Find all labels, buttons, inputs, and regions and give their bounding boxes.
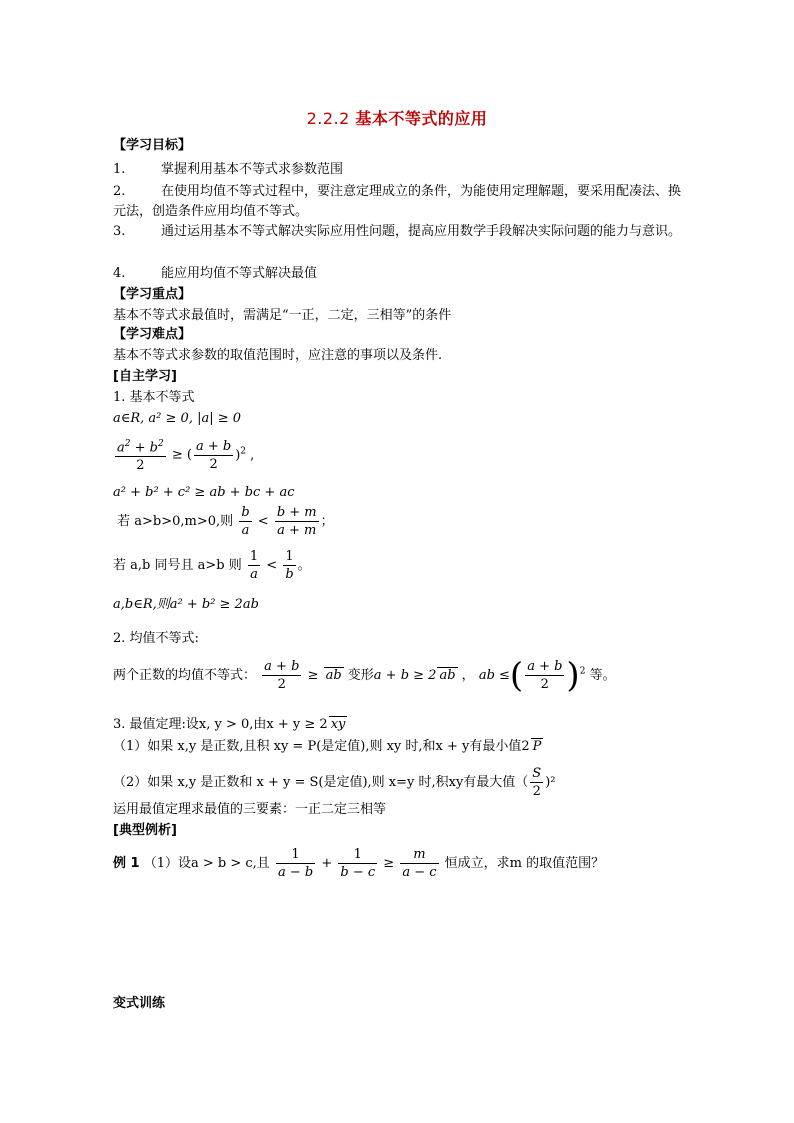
fraction: $\frac{m}{a - c}$: [402, 847, 437, 880]
goal-text: 掌握利用基本不等式求参数范围: [161, 162, 344, 177]
example-text: （1）设a > b > c,且: [143, 856, 270, 871]
section1-title: 1. 基本不等式: [113, 390, 195, 405]
difficulty-text: 基本不等式求参数的取值范围时，应注意的事项以及条件.: [113, 348, 443, 363]
fraction: $\frac{a + b}{2}$: [527, 659, 563, 692]
formula-part: ≥ (: [171, 447, 192, 463]
goal-text: 在使用均值不等式过程中，要注意定理成立的条件，为能使用定理解题，要采用配凑法、换元法，创造条件应用均值不等式。: [113, 184, 682, 219]
title-number: 2.2.2: [306, 109, 350, 128]
section2-title: 2. 均值不等式:: [113, 631, 199, 646]
goal-number: 3.: [113, 224, 126, 239]
theorem-text: （1）如果 x,y 是正数,且积 xy = P(是定值),则 xy 时,和x + y有最小值2: [113, 739, 530, 754]
goal-item: [113, 222, 688, 242]
goal-number: 2.: [113, 184, 126, 199]
fraction: $\frac{1}{a - b}$: [277, 847, 314, 880]
example-text: 恒成立，求m 的取值范围？: [444, 856, 605, 871]
goal-item: [113, 162, 343, 178]
fraction: $\frac{S}{2}$: [532, 766, 542, 799]
formula-condition: 若 a,b 同号且 a>b 则: [113, 558, 242, 573]
difficulty-heading: 【学习难点】: [113, 327, 192, 342]
focus-heading: 【学习重点】: [113, 287, 192, 302]
example-1: 例 1 （1）设a > b > c,且 $\frac{1}{a - b}$ + $\frac{1}{b - c}$ ≥ $\frac{m}{a - c}$ 恒成立，求m 的取值范围？: [113, 847, 605, 880]
fraction: $\frac{1}{b - c}$: [340, 847, 376, 880]
title-text: 基本不等式的应用: [355, 109, 488, 128]
page-title: [0, 106, 794, 129]
formula-label: 两个正数的均值不等式：: [113, 668, 257, 683]
example-label: 例 1: [113, 856, 140, 871]
formula-label: 等。: [589, 668, 616, 683]
fraction: $\frac{b + m}{a + m}$: [276, 505, 317, 538]
formula-three-squares: a² + b² + c² ≥ ab + bc + ac: [113, 485, 295, 500]
formula-square-nonneg: a∈R, a² ≥ 0, |a| ≥ 0: [113, 411, 242, 426]
example-heading: [典型例析]: [113, 823, 177, 838]
goal-item: [113, 266, 317, 282]
section3-title: 3. 最值定理:设x, y > 0,由x + y ≥ 2 xy: [113, 717, 346, 732]
formula-reciprocal: 若 a,b 同号且 a>b 则 $\frac{1}{a}$ < $\frac{1}{b}$ 。: [113, 549, 311, 582]
formula-mean-square: $\frac{a^2 + b^2}{2}$ ≥ ( $\frac{a + b}{2}$ )$^2$ ,: [113, 436, 254, 474]
fraction: $\frac{a + b}{2}$: [195, 438, 232, 472]
fraction: $\frac{a + b}{2}$: [264, 659, 300, 692]
goal-item: [113, 182, 688, 222]
fraction: $\frac{1}{b}$: [285, 549, 294, 582]
goal-number: 4.: [113, 266, 126, 281]
section3-text: 3. 最值定理:设x, y > 0,由x + y ≥ 2: [113, 717, 328, 732]
self-study-heading: [自主学习]: [113, 369, 177, 384]
fraction: $\frac{a^2 + b^2}{2}$: [115, 436, 166, 474]
formula-label: 变形: [347, 668, 374, 683]
goals-heading: 【学习目标】: [113, 138, 192, 153]
theorem-summary: 运用最值定理求最值的三要素：一正二定三相等: [113, 802, 387, 817]
goal-text: 能应用均值不等式解决最值: [161, 266, 318, 281]
theorem-part2: （2）如果 x,y 是正数和 x + y = S(是定值),则 x=y 时,积xy有最大值（ $\frac{S}{2}$ )²: [113, 766, 556, 799]
goal-number: 1.: [113, 162, 126, 177]
fraction: $\frac{1}{a}$: [249, 549, 259, 582]
formula-am-gm: 两个正数的均值不等式： $\frac{a + b}{2}$ ≥ ab 变形a + b ≥ 2 ab ， ab ≤( $\frac{a + b}{2}$ )$^2$ 等。: [113, 655, 616, 696]
formula-fraction-compare: 若 a>b>0,m>0,则 $\frac{b}{a}$ < $\frac{b + m}{a + m}$ ；: [117, 505, 334, 538]
theorem-part1: （1）如果 x,y 是正数,且积 xy = P(是定值),则 xy 时,和x + y有最小值2 P: [113, 739, 542, 754]
goal-text: 通过运用基本不等式解决实际应用性问题，提高应用数学手段解决实际问题的能力与意识。: [161, 224, 682, 239]
variant-heading: 变式训练: [113, 996, 166, 1011]
theorem-text: （2）如果 x,y 是正数和 x + y = S(是定值),则 x=y 时,积xy有最大值（: [113, 775, 529, 790]
fraction: $\frac{b}{a}$: [241, 505, 250, 538]
focus-text: 基本不等式求最值时，需满足“一正，二定，三相等”的条件: [113, 308, 452, 323]
formula-condition: 若 a>b>0,m>0,则: [117, 514, 234, 529]
formula-two-ab: a,b∈R,则a² + b² ≥ 2ab: [113, 597, 259, 612]
